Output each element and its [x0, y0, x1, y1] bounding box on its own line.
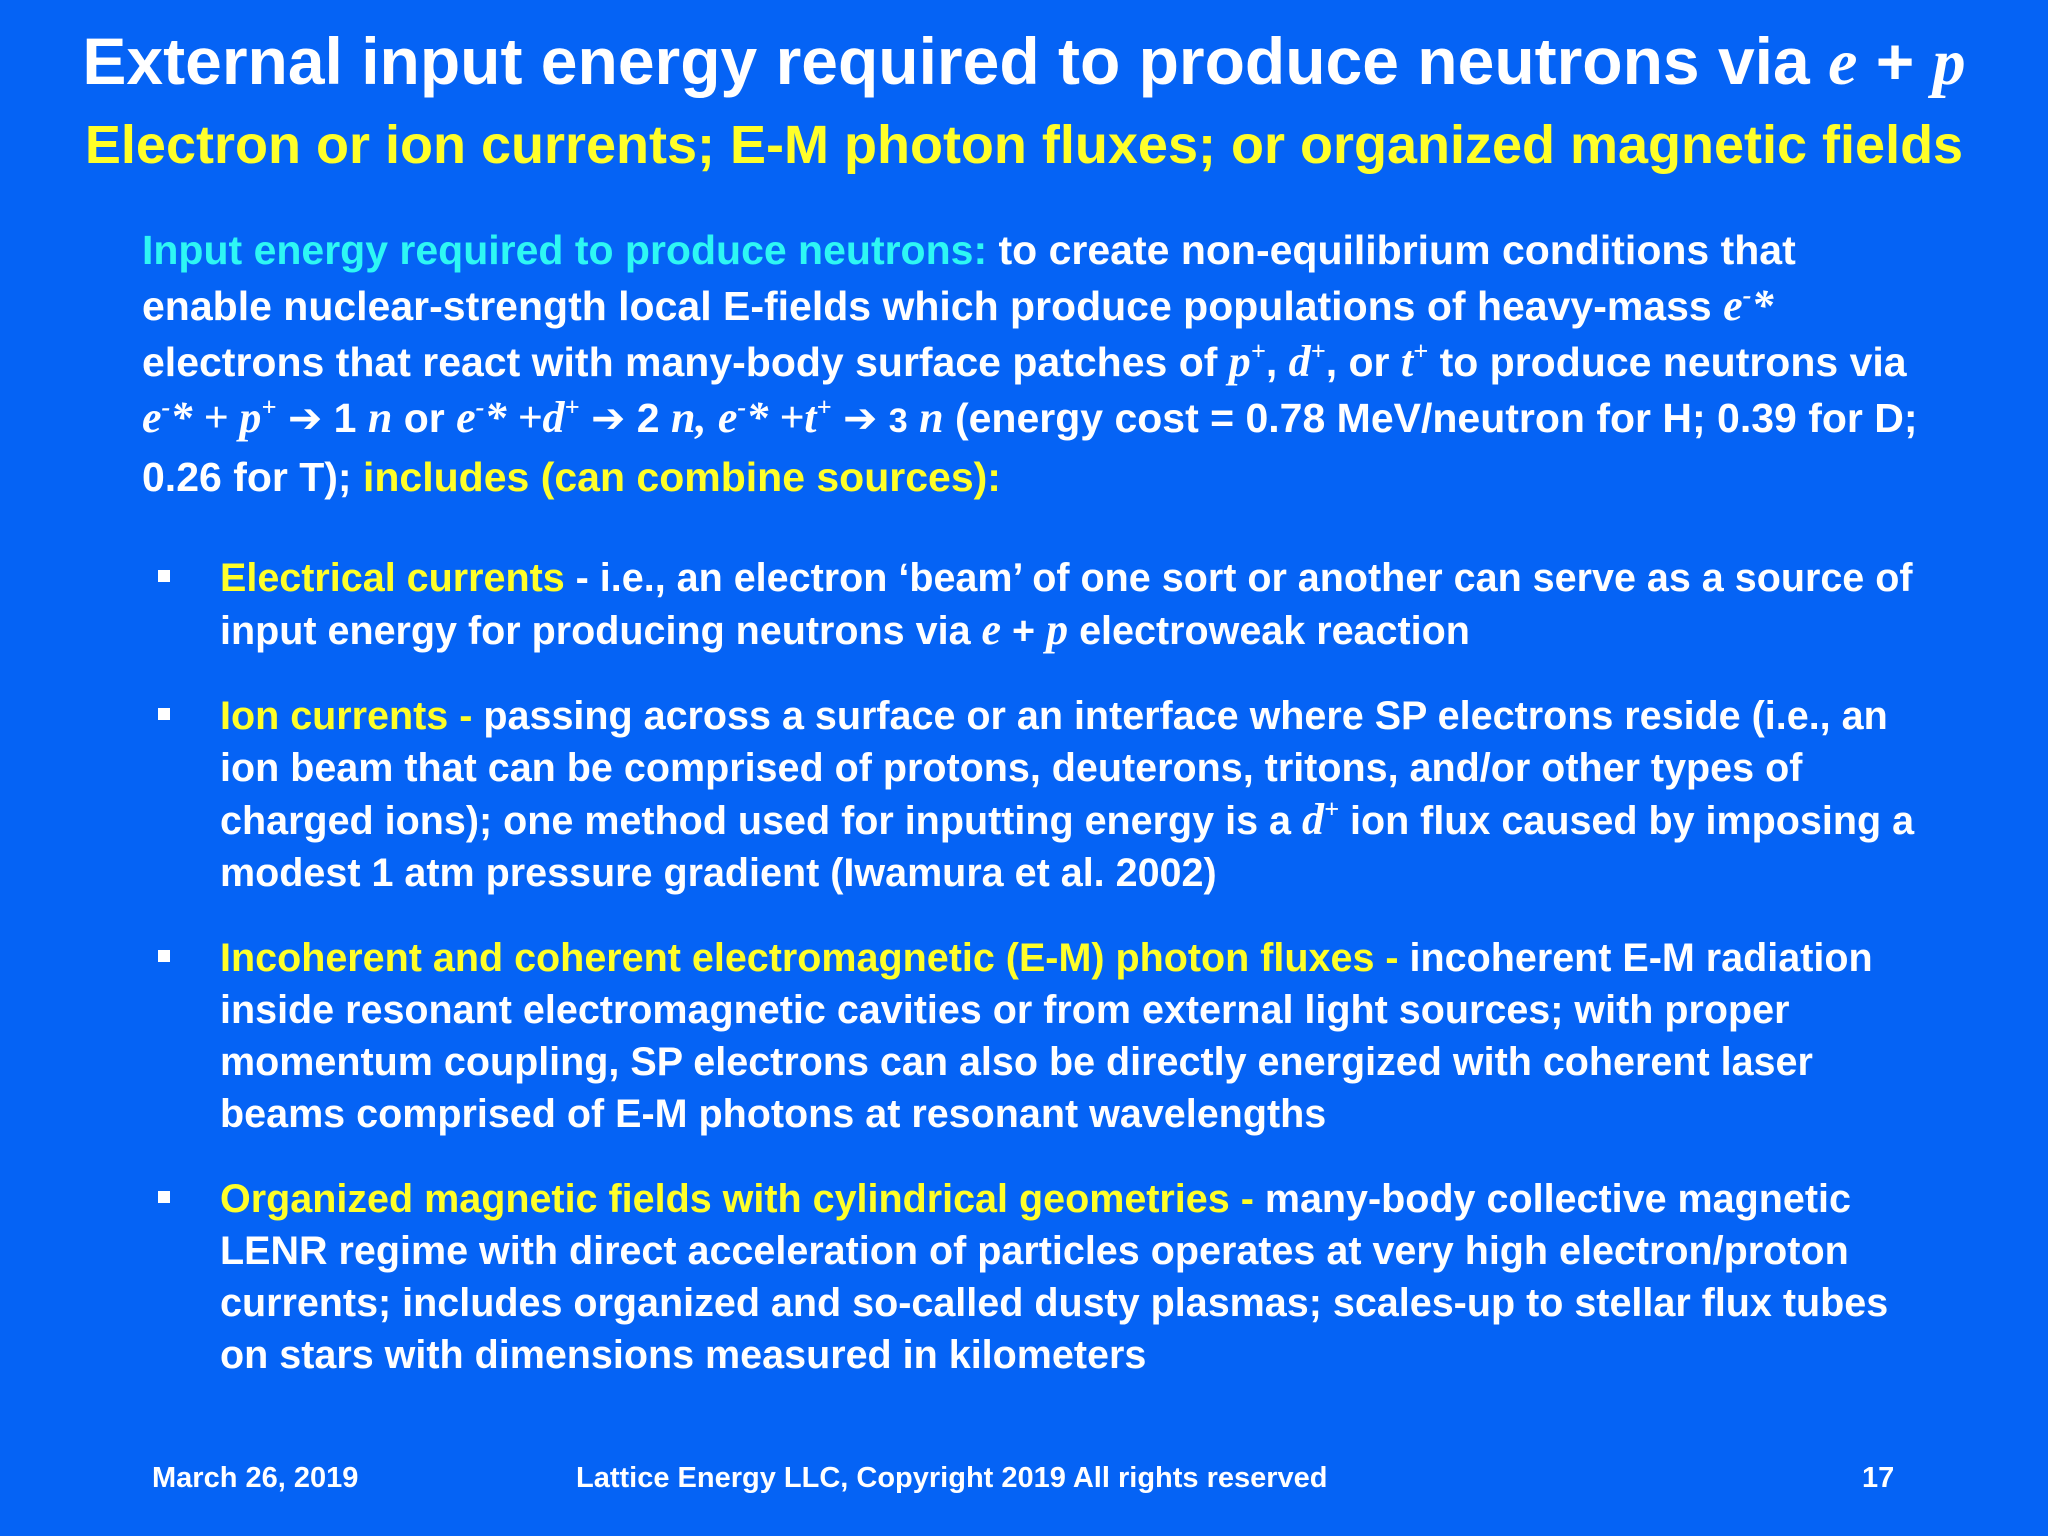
title-text: External input energy required to produce neutrons via [82, 24, 1810, 98]
bullet-heading: Organized magnetic fields with cylindrical geometries - [220, 1177, 1254, 1221]
title-p-symbol: p [1932, 26, 1966, 99]
bullet-electrical-currents: Electrical currents - i.e., an electron ‘beam’ of one sort or another can serve as a source of input energy for producing neutrons via e + p electroweak reaction [150, 552, 1940, 657]
intro-text-2: electrons that react with many-body surface patches of [142, 339, 1218, 385]
intro-p-symbol: p+ [1228, 335, 1266, 386]
intro-text-4: (energy cost = 0.78 MeV/neutron for H; 0.39 for D; 0.26 for T); [142, 395, 1918, 500]
intro-lead: Input energy required to produce neutrons: [142, 227, 988, 273]
bullet-heading: Incoherent and coherent electromagnetic (E-M) photon fluxes - [220, 936, 1399, 980]
bullet-list [150, 552, 1940, 1414]
square-bullet-icon [158, 950, 170, 962]
slide-subtitle: Electron or ion currents; E-M photon fluxes; or organized magnetic fields [84, 115, 1964, 175]
intro-text-3: to produce neutrons via [1439, 339, 1907, 385]
footer-date: March 26, 2019 [152, 1462, 359, 1494]
square-bullet-icon [158, 1191, 170, 1203]
title-e-symbol: e [1828, 26, 1858, 99]
bullet-heading: Ion currents - [220, 694, 473, 738]
bullet-text: incoherent E-M radiation inside resonant electromagnetic cavities or from external light sources; with proper momentum coupling, SP electrons can also be directly energized with coherent laser beams comprised of E-M photons at resonant wavelengths [220, 936, 1873, 1136]
intro-paragraph: Input energy required to produce neutrons: to create non-equilibrium conditions that enable nuclear-strength local E-fields which produce populations of heavy-mass e-* electrons that react with many-body surface patches of p+, d+, or t+ to produce neutrons via e-* + p+ ➔ 1 n or e-* +d+ ➔ 2 n, e-* +t+ ➔ 3 n (energy cost = 0.78 MeV/neutron for H; 0.39 for D; 0.26 for T); includes (can combine sources): [142, 227, 1918, 500]
slide-title [0, 22, 2048, 102]
square-bullet-icon [158, 708, 170, 720]
footer-page-number: 17 [1862, 1462, 1895, 1494]
bullet-text: - i.e., an electron ‘beam’ of one sort or another can serve as a source of input energy for producing neutrons via [220, 556, 1913, 653]
reaction-arrow-icon: ➔ [842, 395, 878, 441]
reaction-arrow-icon: ➔ [287, 395, 323, 441]
bullet-heading: Electrical currents [220, 556, 565, 600]
bullet-photon-fluxes [150, 932, 1940, 1140]
reaction-3: e-* +t+ [717, 391, 832, 442]
reaction-1: e-* + p+ [142, 391, 277, 442]
footer-copyright: Lattice Energy LLC, Copyright 2019 All rights reserved [576, 1462, 1328, 1494]
bullet-text: electroweak reaction [1068, 609, 1470, 653]
intro-text-1: to create non-equilibrium conditions that enable nuclear-strength local E-fields which produce populations of heavy-mass [142, 227, 1796, 329]
bullet-magnetic-fields [150, 1173, 1940, 1381]
intro-includes: includes (can combine sources): [363, 454, 1001, 500]
title-plus: + [1875, 24, 1915, 98]
square-bullet-icon [158, 570, 170, 582]
bullet-text: ion flux caused by imposing a modest 1 atm pressure gradient (Iwamura et al. 2002) [220, 799, 1915, 895]
intro-e-symbol: e-* [1723, 279, 1774, 330]
reaction-arrow-icon: ➔ [591, 395, 626, 441]
bullet-text: passing across a surface or an interface where SP electrons reside (i.e., an ion beam that can be comprised of protons, deuterons, tritons, and/or other types of charged ions); one method used for inputting energy is a [220, 694, 1888, 843]
intro-t-symbol: t+ [1400, 335, 1429, 386]
bullet-text: many-body collective magnetic LENR regime with direct acceleration of particles operates at very high electron/proton currents; includes organized and so-called dusty plasmas; scales-up to stellar flux tubes on stars with dimensions measured in kilometers [220, 1177, 1889, 1377]
bullet-ion-currents: Ion currents - passing across a surface or an interface where SP electrons reside (i.e., an ion beam that can be comprised of protons, deuterons, tritons, and/or other types of charged ions); one method used for inputting energy is a d+ ion flux caused by imposing a modest 1 atm pressure gradient (Iwamura et al. 2002) [150, 690, 1940, 899]
intro-d-symbol: d+ [1288, 335, 1326, 386]
reaction-2: e-* +d+ [456, 391, 580, 442]
